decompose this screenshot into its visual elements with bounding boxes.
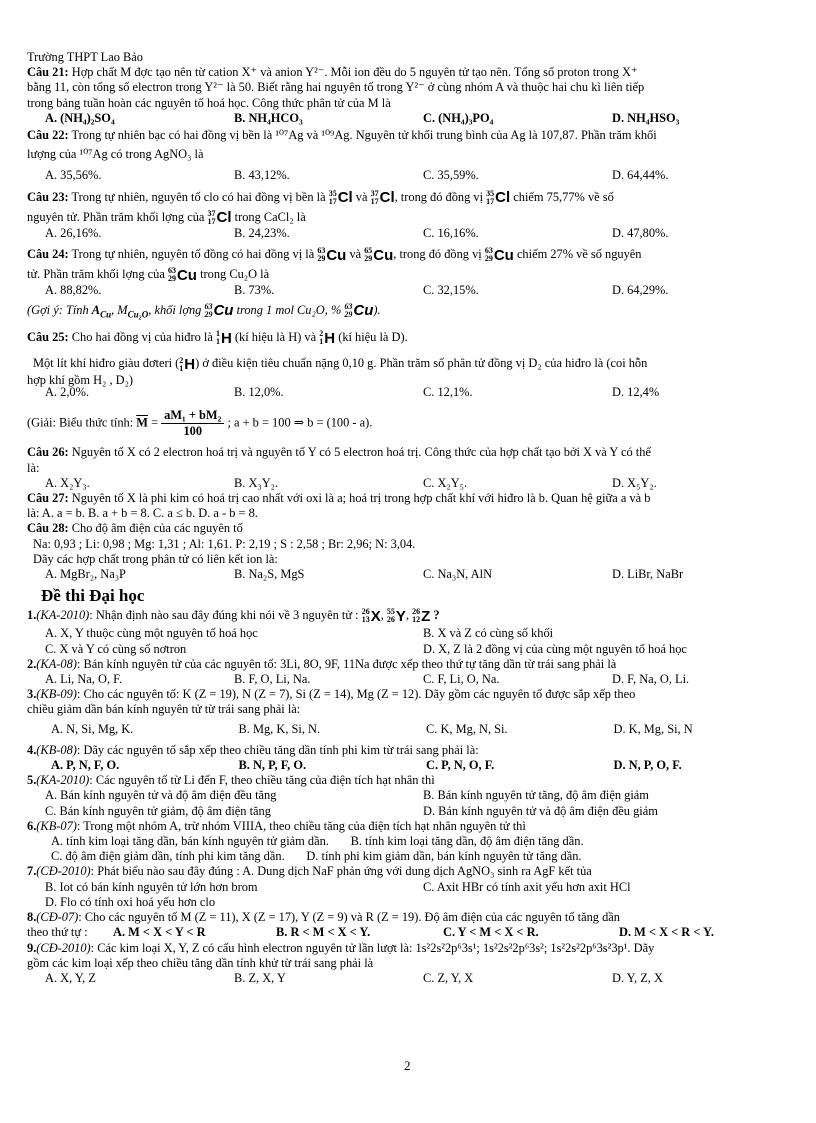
option-d: D. NH₄HSO₃ bbox=[612, 110, 680, 125]
option-d: D. LiBr, NaBr bbox=[612, 567, 684, 582]
option-b: B. Z, X, Y bbox=[234, 970, 286, 985]
exam-question-5: 5.(KA-2010): Các nguyên tố từ Li đến F, theo chiều tăng của điện tích hạt nhân thì A. Bán kính nguyên tử và độ âm điện đều tăng B. Bán kính nguyên tử tăng, độ âm điện giảm C. Bán kính nguyên tử giảm, độ âm điện tăng D. Bán kính nguyên tử và độ âm điện đều giảm bbox=[27, 773, 801, 819]
option-c: C. Y < M < X < R. bbox=[443, 925, 539, 940]
option-a: A. X, Y, Z bbox=[45, 970, 96, 985]
exam-question-1: 1.(KA-2010): Nhận định nào sau đây đúng khi nói về 3 nguyên tử : 26 13 X , 55 26 Y , 26 12 Z ? A. X, Y thuộc cùng một nguyên tố hoá học B. X và Z có cùng số khối C. X và Y có cùng số nơtron D. X, Z là 2 đồng vị của cùng một nguyên tố hoá học bbox=[27, 608, 801, 657]
option-d: D. K, Mg, Si, N bbox=[613, 721, 693, 736]
exam-question-2: 2.(KA-08): Bán kính nguyên tử của các nguyên tố: 3Li, 8O, 9F, 11Na được xếp theo thứ tự tăng dần từ trái sang phải là A. Li, Na, O, F. B. F, O, Li, Na. C. F, Li, O, Na. D. F, Na, O, Li. bbox=[27, 657, 801, 687]
exam-question-9: 9.(CĐ-2010): Các kim loại X, Y, Z có cấu hình electron nguyên tử lần lượt là: 1s²2s²2p⁶3s¹; 1s²2s²2p⁶3s²; 1s²2s²2p⁶3s²3p¹. Dãy gồm các kim loại xếp theo chiều tăng dần tính khử từ trái sang phải là A. X, Y, Z B. Z, X, Y C. Z, Y, X D. Y, Z, X bbox=[27, 941, 801, 987]
isotope-x: 26 13 X bbox=[361, 608, 381, 625]
option-c: C. X và Y có cùng số nơtron bbox=[45, 641, 187, 656]
option-a: A. Bán kính nguyên tử và độ âm điện đều tăng bbox=[45, 788, 277, 803]
isotope-cu63: 63 29 Cu bbox=[344, 302, 374, 320]
option-d: D. N, P, O, F. bbox=[613, 758, 682, 773]
option-c: C. K, Mg, N, Si. bbox=[426, 721, 508, 736]
isotope-cl37: 37 17 Cl bbox=[370, 189, 395, 206]
option-b: B. Bán kính nguyên tử tăng, độ âm điện giảm bbox=[423, 788, 649, 803]
option-d: D. X, Z là 2 đồng vị của cùng một nguyên tố hoá học bbox=[423, 641, 687, 656]
question-text: Trong tự nhiên, nguyên tố clo có hai đồng vị bền là bbox=[71, 189, 326, 204]
question-text: Trong tự nhiên bạc có hai đồng vị bền là ¹⁰⁷Ag và ¹⁰⁹Ag. Nguyên tử khối trung bình của Ag là 107,87. Phần trăm khối bbox=[71, 128, 657, 143]
option-d: D. M < X < R < Y. bbox=[619, 925, 714, 940]
question-28: Câu 28: Cho độ âm điện của các nguyên tố Na: 0,93 ; Li: 0,98 ; Mg: 1,31 ; Al: 1,61. P: 2,19 ; S : 2,58 ; Br: 2,96; N: 3,04. Dãy các hợp chất trong phân tử có liên kết ion là: A. MgBr₂, Na₃P B. Na₂S, MgS C. Na₃N, AlN D. LiBr, NaBr bbox=[27, 521, 801, 582]
option-d: D. 12,4% bbox=[612, 384, 660, 399]
isotope-cl35: 35 17 Cl bbox=[328, 189, 353, 206]
option-b: B. X và Z có cùng số khối bbox=[423, 626, 554, 641]
option-a: A. 2,0%. bbox=[45, 384, 90, 399]
option-b: B. 24,23%. bbox=[234, 225, 290, 240]
isotope-h1: 1 1 H bbox=[215, 330, 232, 347]
option-c: C. 16,16%. bbox=[423, 225, 479, 240]
option-b: B. 43,12%. bbox=[234, 168, 290, 183]
option-c: C. Bán kính nguyên tử giảm, độ âm điện tăng bbox=[45, 803, 271, 818]
option-d: D. tính phi kim giảm dần, bán kính nguyên tử tăng dần. bbox=[306, 849, 582, 864]
option-c: C. Axit HBr có tính axit yếu hơn axit HCl bbox=[423, 879, 631, 894]
option-b: B. NH₄HCO₃ bbox=[234, 110, 303, 125]
isotope-cu63: 63 29 Cu bbox=[317, 247, 347, 264]
option-a: A. 35,56%. bbox=[45, 168, 102, 183]
question-label: Câu 22: bbox=[27, 128, 69, 143]
question-label: Câu 26: bbox=[27, 445, 69, 460]
section-title: Đề thi Đại học bbox=[41, 586, 145, 606]
exam-question-3: 3.(KB-09): Cho các nguyên tố: K (Z = 19), N (Z = 7), Si (Z = 14), Mg (Z = 12). Dãy gồm các nguyên tố được sắp xếp theo chiều giảm dần bán kính nguyên tử từ trái sang phải là: A. N, Si, Mg, K. B. Mg, K, Si, N. C. K, Mg, N, Si. D. K, Mg, Si, N bbox=[27, 687, 801, 737]
question-text: Hợp chất M đợc tạo nên từ cation X⁺ và anion Y²⁻. Mỗi ion đều do 5 nguyên tử tạo nên. Tổng số proton trong X⁺ bbox=[71, 65, 638, 80]
option-b: B. tính kim loại tăng dần, độ âm điện tăng dần. bbox=[350, 834, 584, 849]
option-a: A. tính kim loại tăng dần, bán kính nguyên tử giảm dần. bbox=[51, 834, 329, 849]
question-text: bằng 11, còn tổng số electron trong Y²⁻ là 50. Biết rằng hai nguyên tố trong Y²⁻ ở cùng nhóm A và thuộc hai chu kì liên tiếp bbox=[27, 80, 645, 95]
solution: (Giải: Biểu thức tính: $\overline{M}$ = $\frac{\text{aM₁ + bM₂}}{100}$ ; a + b = 100 ⇒ b = (100 - a). bbox=[27, 408, 373, 439]
option-c: C. F, Li, O, Na. bbox=[423, 672, 500, 687]
option-b: B. 12,0%. bbox=[234, 384, 284, 399]
question-21 bbox=[27, 65, 801, 126]
question-24: Câu 24: Trong tự nhiên, nguyên tố đồng có hai đồng vị là 63 29 Cu và 65 29 Cu , trong đó đồng vị 63 29 Cu chiếm 27% về số nguyên tử. Phần trăm khối lợng của 63 29 Cu trong Cu₂O là A. 88,82%. B. 73%. C. 32,15%. D. 64,29%. (Gợi ý: Tính $\overline{A}_{Cu}$, $M_{Cu_2O}$, khối lợng 63 29 Cu trong 1 mol Cu₂O, % 63 29 Cu ). bbox=[27, 247, 801, 322]
option-a: A. M < X < Y < R bbox=[113, 925, 206, 940]
option-c: C. (NH₄)₃PO₄ bbox=[423, 110, 494, 125]
option-d: D. 47,80%. bbox=[612, 225, 669, 240]
question-label: Câu 27: bbox=[27, 491, 69, 506]
option-b: B. X₃Y₂. bbox=[234, 475, 279, 490]
option-c: C. 35,59%. bbox=[423, 168, 479, 183]
question-label: Câu 23: bbox=[27, 189, 69, 204]
question-27: Câu 27: Nguyên tố X là phi kim có hoá trị cao nhất với oxi là a; hoá trị trong hợp chất khí với hiđro là b. Quan hệ giữa a và b là: A. a = b. B. a + b = 8. C. a ≤ b. D. a - b = 8. bbox=[27, 491, 651, 521]
exam-question-7: 7.(CĐ-2010): Phát biểu nào sau đây đúng : A. Dung dịch NaF phản ứng với dung dịch AgNO₃ sinh ra AgF kết tủa B. Iot có bán kính nguyên tử lớn hơn brom C. Axit HBr có tính axit yếu hơn axit HCl D. Flo có tính oxi hoá yếu hơn clo bbox=[27, 864, 801, 910]
option-d: D. 64,29%. bbox=[612, 283, 669, 298]
option-b: B. R < M < X < Y. bbox=[276, 925, 371, 940]
question-label: Câu 24: bbox=[27, 247, 69, 262]
option-c: C. độ âm điện giảm dần, tính phi kim tăng dần. bbox=[51, 849, 285, 864]
option-d: D. Y, Z, X bbox=[612, 970, 663, 985]
question-23: Câu 23: Trong tự nhiên, nguyên tố clo có hai đồng vị bền là 35 17 Cl và 37 17 Cl , trong đó đồng vị 35 17 Cl chiếm 75,77% về số nguyên tử. Phần trăm khối lợng của 37 17 Cl trong CaCl₂ là A. 26,16%. B. 24,23%. C. 16,16%. D. 47,80%. bbox=[27, 190, 801, 242]
isotope-cu63: 63 29 Cu bbox=[204, 302, 234, 320]
option-c: C. 32,15%. bbox=[423, 283, 479, 298]
isotope-cu63: 63 29 Cu bbox=[167, 267, 197, 284]
isotope-y: 55 26 Y bbox=[386, 608, 406, 625]
option-b: B. F, O, Li, Na. bbox=[234, 672, 311, 687]
option-c: C. P, N, O, F. bbox=[426, 758, 495, 773]
option-c: C. Z, Y, X bbox=[423, 970, 474, 985]
isotope-cu65: 65 29 Cu bbox=[364, 247, 394, 264]
option-c: C. 12,1%. bbox=[423, 384, 473, 399]
option-a: A. P, N, F, O. bbox=[51, 758, 120, 773]
option-d: D. Bán kính nguyên tử và độ âm điện đều giảm bbox=[423, 803, 658, 818]
option-a: A. 88,82%. bbox=[45, 283, 102, 298]
question-label: Câu 25: bbox=[27, 330, 69, 345]
average-mass-formula: $\frac{\text{aM₁ + bM₂}}{100}$ bbox=[161, 408, 224, 439]
option-b: B. N, P, F, O. bbox=[238, 758, 307, 773]
option-c: C. Na₃N, AlN bbox=[423, 567, 493, 582]
option-b: B. Iot có bán kính nguyên tử lớn hơn brom bbox=[45, 879, 258, 894]
option-a: A. X, Y thuộc cùng một nguyên tố hoá học bbox=[45, 626, 258, 641]
question-22 bbox=[27, 128, 801, 184]
question-25: Câu 25: Cho hai đồng vị của hiđro là 1 1 H (kí hiệu là H) và 2 1 H (kí hiệu là D). Một lít khí hiđro giàu đơteri ( 2 1 H ) ở điều kiện tiêu chuẩn nặng 0,10 g. Phần trăm số phân tử đồng vị D₂ của hiđro là (coi hỗn hợp khí gồm H₂ , D₂) A. 2,0%. B. 12,0%. C. 12,1%. D. 12,4% (Giải: Biểu thức tính: $\overline{M}$ = $\frac{\text{aM₁ + bM₂}}{100}$ ; a + b = 100 ⇒ b = (100 - a). bbox=[27, 330, 801, 439]
isotope-h2: 2 1 H bbox=[319, 330, 336, 347]
hint: (Gợi ý: Tính $\overline{A}_{Cu}$, $M_{Cu_2O}$, khối lợng 63 29 Cu trong 1 mol Cu₂O, % 63 29 Cu ). bbox=[27, 302, 381, 320]
option-d: D. 64,44%. bbox=[612, 168, 669, 183]
option-a: A. 26,16%. bbox=[45, 225, 102, 240]
isotope-cl35: 35 17 Cl bbox=[486, 189, 511, 206]
option-b: B. Mg, K, Si, N. bbox=[238, 721, 321, 736]
option-a: A. (NH₄)₂SO₄ bbox=[45, 110, 115, 125]
school-header: Trường THPT Lao Bảo bbox=[27, 50, 143, 64]
option-a: A. N, Si, Mg, K. bbox=[51, 721, 134, 736]
question-text: trong bảng tuần hoàn các nguyên tố hoá học. Công thức phân tử của M là bbox=[27, 95, 391, 110]
option-d: D. F, Na, O, Li. bbox=[612, 672, 690, 687]
option-a: A. Li, Na, O, F. bbox=[45, 672, 123, 687]
document-page bbox=[27, 50, 801, 986]
isotope-cl37: 37 17 Cl bbox=[207, 209, 232, 226]
option-b: B. 73%. bbox=[234, 283, 275, 298]
exam-question-6: 6.(KB-07): Trong một nhóm A, trừ nhóm VIIIA, theo chiều tăng của điện tích hạt nhân nguyên tử thì A. tính kim loại tăng dần, bán kính nguyên tử giảm dần. B. tính kim loại tăng dần, độ âm điện tăng dần. C. độ âm điện giảm dần, tính phi kim tăng dần. D. tính phi kim giảm dần, bán kính nguyên tử tăng dần. bbox=[27, 818, 584, 864]
isotope-h2: 2 1 H bbox=[179, 356, 196, 373]
isotope-z: 26 12 Z bbox=[412, 608, 431, 625]
question-label: Câu 28: bbox=[27, 521, 69, 536]
question-label: Câu 21: bbox=[27, 65, 69, 80]
exam-question-4: 4.(KB-08): Dãy các nguyên tố sắp xếp theo chiều tăng dần tính phi kim từ trái sang phải là: A. P, N, F, O. B. N, P, F, O. C. P, N, O, F. D. N, P, O, F. bbox=[27, 743, 801, 773]
option-c: C. X₂Y₅. bbox=[423, 475, 468, 490]
option-d: D. X₅Y₂. bbox=[612, 475, 657, 490]
option-a: A. MgBr₂, Na₃P bbox=[45, 567, 126, 582]
option-a: A. X₂Y₃. bbox=[45, 475, 90, 490]
question-26: Câu 26: Nguyên tố X có 2 electron hoá trị và nguyên tố Y có 5 electron hoá trị. Công thức của hợp chất tạo bởi X và Y có thể là: A. X₂Y₃. B. X₃Y₂. C. X₂Y₅. D. X₅Y₂. bbox=[27, 445, 801, 491]
page-number: 2 bbox=[404, 1058, 411, 1073]
exam-question-8: 8.(CĐ-07): Cho các nguyên tố M (Z = 11), X (Z = 17), Y (Z = 9) và R (Z = 19). Độ âm điện của các nguyên tố tăng dần theo thứ tự : A. M < X < Y < R B. R < M < X < Y. C. Y < M < X < R. D. M < X < R < Y. bbox=[27, 910, 714, 940]
question-text: lượng của ¹⁰⁷Ag có trong AgNO₃ là bbox=[27, 147, 204, 162]
option-d: D. Flo có tính oxi hoá yếu hơn clo bbox=[45, 894, 216, 909]
isotope-cu63: 63 29 Cu bbox=[484, 247, 514, 264]
option-b: B. Na₂S, MgS bbox=[234, 567, 305, 582]
